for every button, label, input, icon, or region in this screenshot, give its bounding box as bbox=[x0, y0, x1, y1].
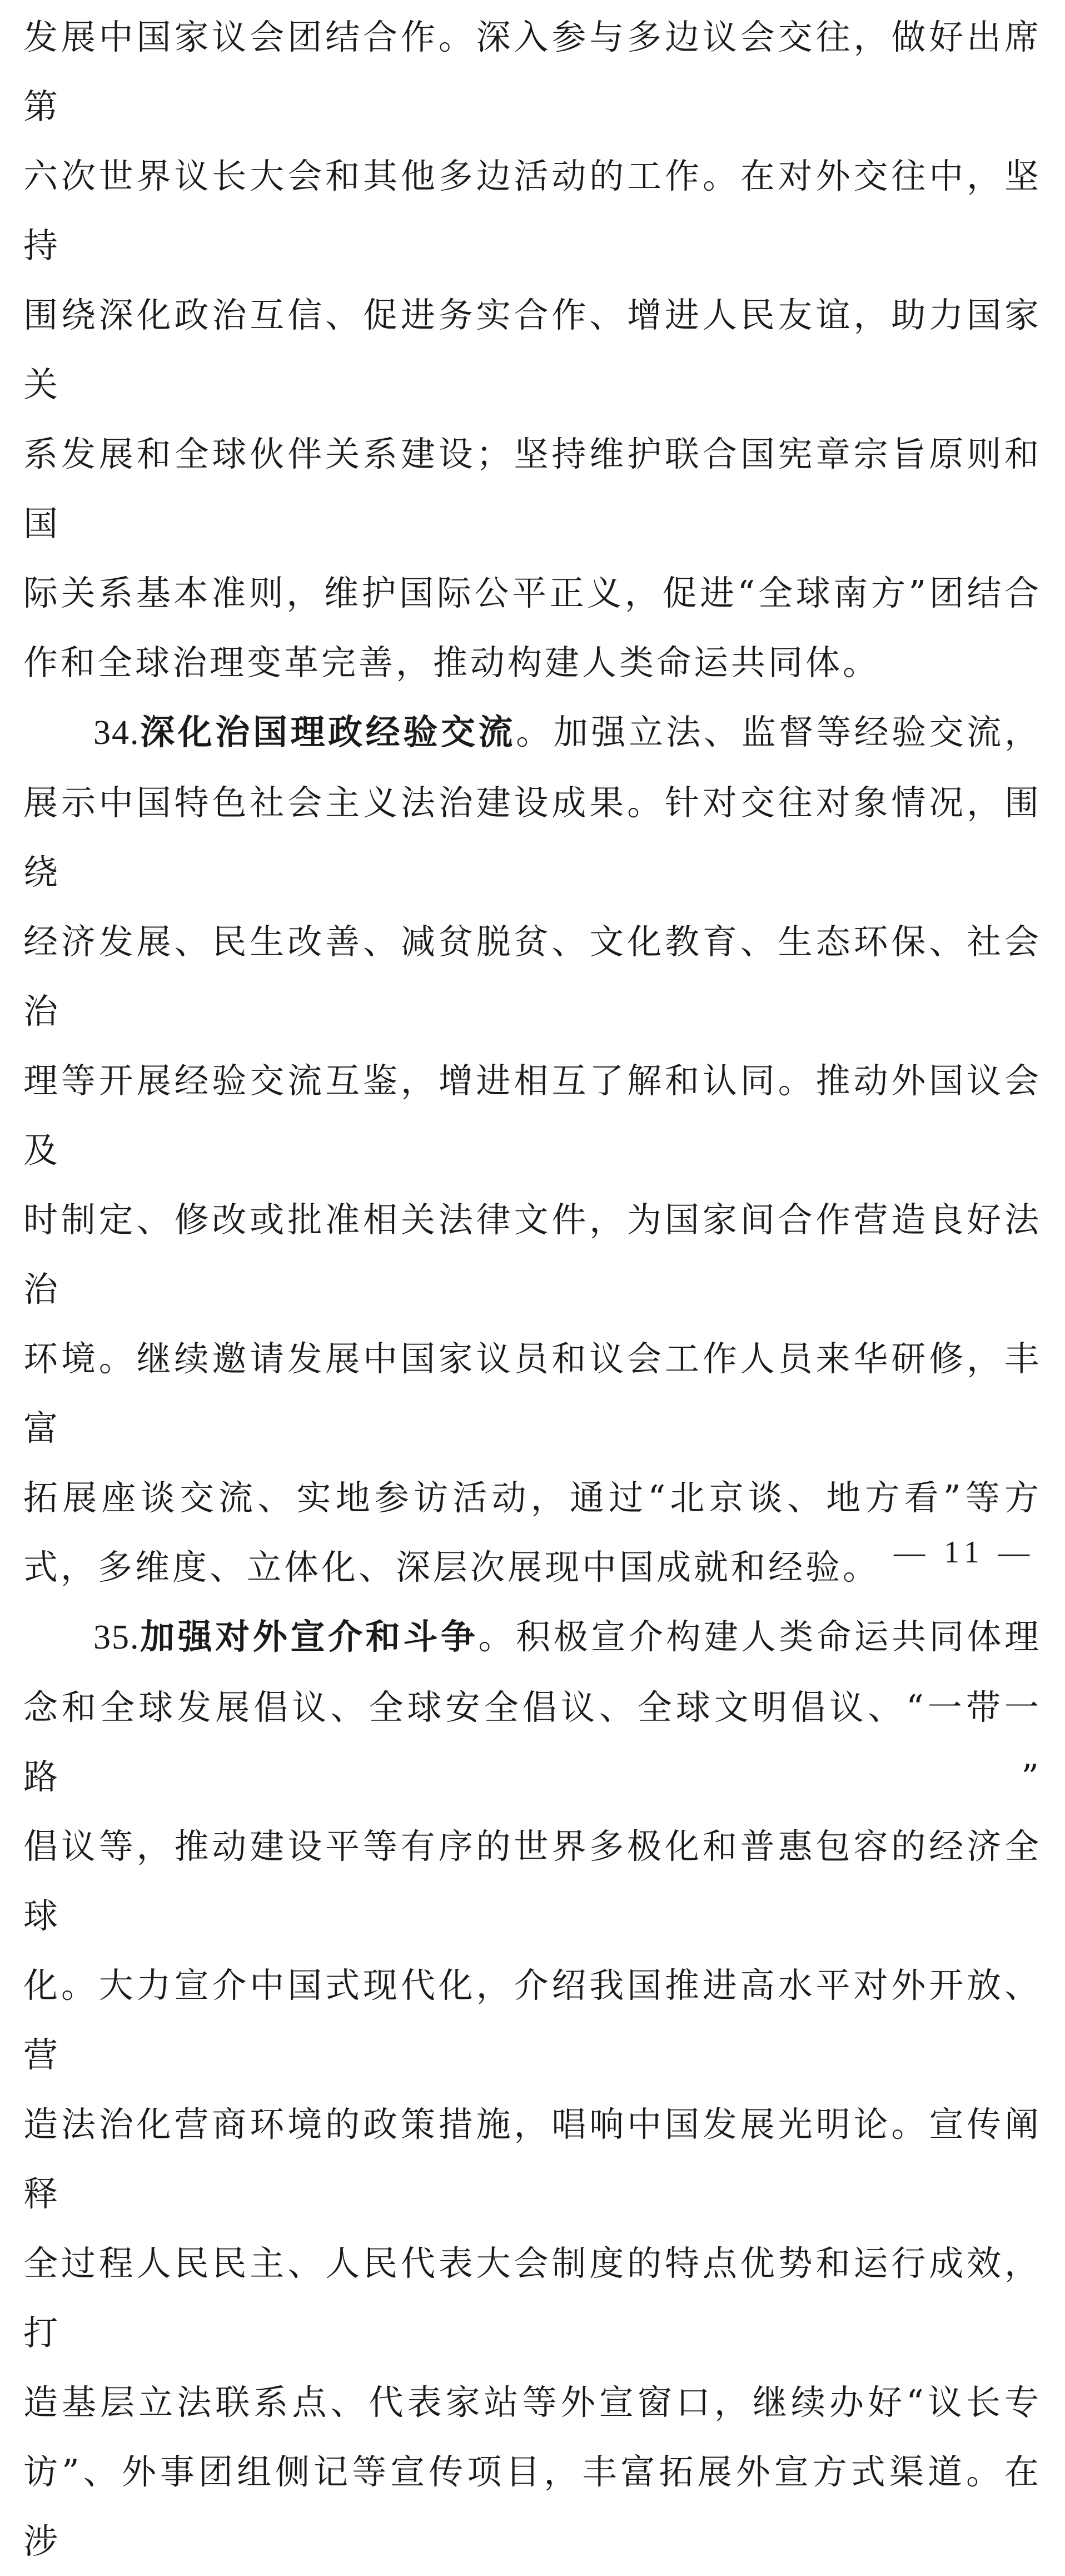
text-line: 时制定、修改或批准相关法律文件，为国家间合作营造良好法治 bbox=[23, 1199, 1042, 1309]
text-line: 化。大力宣介中国式现代化，介绍我国推进高水平对外开放、营 bbox=[23, 1965, 1042, 2075]
body-text bbox=[23, 2, 1042, 2576]
text-line: 作和全球治理变革完善，推动构建人类命运共同体。 bbox=[23, 642, 880, 683]
paragraph-35 bbox=[23, 1602, 1042, 2576]
text-line: 理等开展经验交流互鉴，增进相互了解和认同。推动外国议会及 bbox=[23, 1060, 1042, 1170]
text-line: 念和全球发展倡议、全球安全倡议、全球文明倡议、“一带一路” bbox=[23, 1687, 1042, 1797]
text-line: 全过程人民民主、人民代表大会制度的特点优势和运行成效，打 bbox=[23, 2243, 1042, 2353]
paragraph-first-line bbox=[23, 1602, 1042, 1672]
item-number: 35. bbox=[93, 1619, 140, 1656]
paragraph-34 bbox=[23, 697, 1042, 1602]
text-line: 展示中国特色社会主义法治建设成果。针对交往对象情况，围绕 bbox=[23, 782, 1042, 892]
page-number: — 11 — bbox=[894, 1535, 1035, 1570]
text-line: 际关系基本准则，维护国际公平正义，促进“全球南方”团结合 bbox=[23, 573, 1042, 613]
text-line: 访”、外事团组侧记等宣传项目，丰富拓展外宣方式渠道。在涉 bbox=[23, 2451, 1042, 2562]
text-line: 拓展座谈交流、实地参访活动，通过“北京谈、地方看”等方 bbox=[23, 1477, 1042, 1518]
paragraph-first-line bbox=[23, 697, 1042, 768]
text-run: 。积极宣介构建人类命运共同体理 bbox=[478, 1616, 1042, 1657]
text-line: 环境。继续邀请发展中国家议员和议会工作人员来华研修，丰富 bbox=[23, 1338, 1042, 1448]
text-line: 倡议等，推动建设平等有序的世界多极化和普惠包容的经济全球 bbox=[23, 1826, 1042, 1936]
text-run: 。加强立法、监督等经验交流， bbox=[516, 712, 1042, 752]
text-line: 造法治化营商环境的政策措施，唱响中国发展光明论。宣传阐释 bbox=[23, 2104, 1042, 2214]
paragraph-continuation bbox=[23, 2, 1042, 697]
text-line: 发展中国家议会团结合作。深入参与多边议会交往，做好出席第 bbox=[23, 17, 1042, 127]
item-heading: 加强对外宣介和斗争 bbox=[140, 1616, 479, 1657]
text-line: 围绕深化政治互信、促进务实合作、增进人民友谊，助力国家关 bbox=[23, 295, 1042, 405]
text-line: 经济发展、民生改善、减贫脱贫、文化教育、生态环保、社会治 bbox=[23, 921, 1042, 1031]
item-heading: 深化治国理政经验交流 bbox=[140, 712, 516, 752]
item-number: 34. bbox=[93, 714, 140, 752]
text-line: 造基层立法联系点、代表家站等外宣窗口，继续办好“议长专 bbox=[23, 2382, 1042, 2423]
text-line: 六次世界议长大会和其他多边活动的工作。在对外交往中，坚持 bbox=[23, 156, 1042, 266]
text-line: 系发展和全球伙伴关系建设；坚持维护联合国宪章宗旨原则和国 bbox=[23, 434, 1042, 544]
text-line: 式，多维度、立体化、深层次展现中国成就和经验。 bbox=[23, 1547, 880, 1587]
